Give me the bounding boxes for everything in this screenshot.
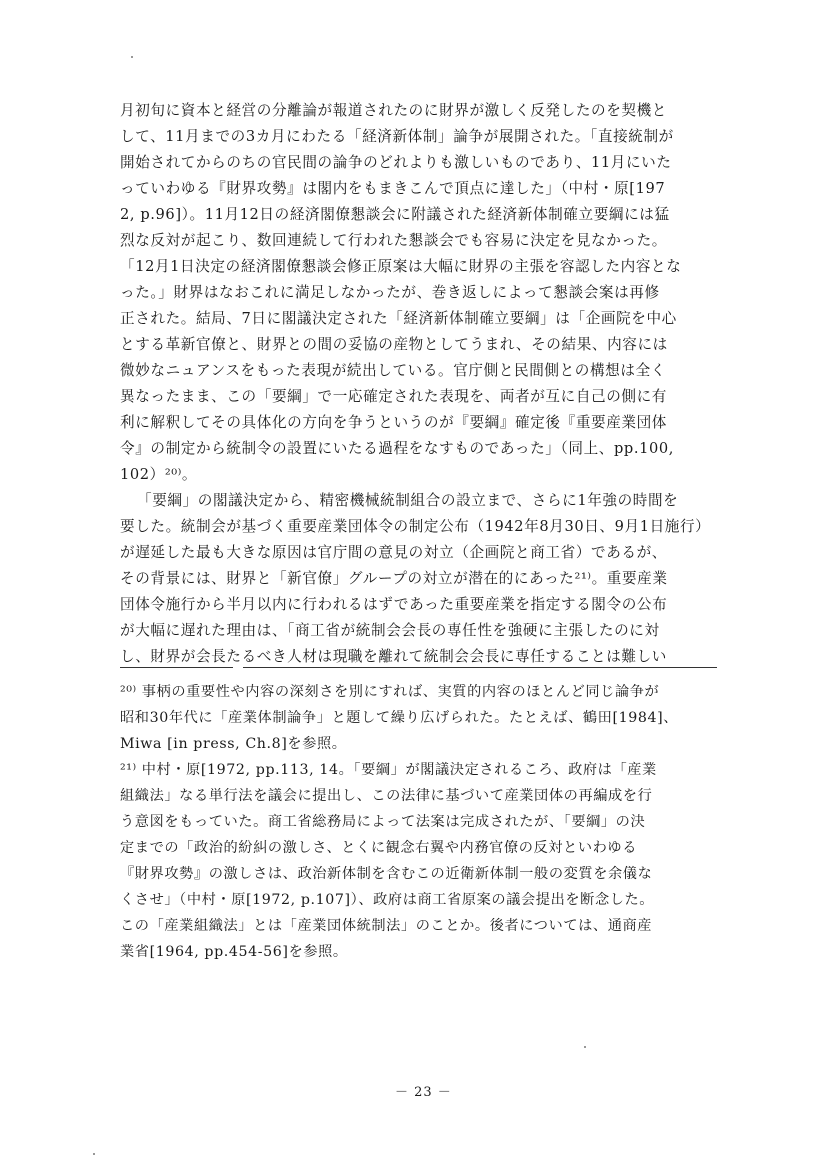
body-line: 開始されてからのちの官民間の論争のどれよりも激しいものであり、11月にいた <box>120 154 672 171</box>
body-line: 102）²⁰⁾。 <box>120 466 198 483</box>
footnote-line: この「産業組織法」とは「産業団体統制法」のことか。後者については、通商産 <box>120 918 653 934</box>
body-line: が大幅に遅れた理由は、「商工省が統制会会長の専任性を強硬に主張したのに対 <box>120 622 660 639</box>
footnote-line: ²¹⁾ 中村・原[1972, pp.113, 14。「要綱」が閣議決定されるころ、政府は「産業 <box>120 762 657 778</box>
body-line: して、11月までの3カ月にわたる「経済新体制」論争が展開された。「直接統制が <box>120 128 674 145</box>
footnote-separator <box>120 667 717 668</box>
body-line: 令』の制定から統制令の設置にいたる過程をなすものであった」（同上、pp.100, <box>120 440 674 457</box>
body-line: 月初旬に資本と経営の分離論が報道されたのに財界が激しく反発したのを契機と <box>120 102 667 119</box>
page-number: － 23 － <box>395 1085 452 1100</box>
footnote-line: 組織法」なる単行法を議会に提出し、この法律に基づいて産業団体の再編成を行 <box>120 788 653 804</box>
body-line: っていわゆる『財界攻勢』は閣内をもまきこんで頂点に達した」（中村・原[197 <box>120 180 666 197</box>
footnote-line: くさせ」（中村・原[1972, p.107]）、政府は商工省原案の議会提出を断念した。 <box>120 892 655 908</box>
scan-speck <box>584 1046 586 1048</box>
body-line: が遅延した最も大きな原因は官庁間の意見の対立（企画院と商工省）であるが、 <box>120 544 667 561</box>
footnote-line: Miwa [in press, Ch.8]を参照。 <box>120 736 347 752</box>
body-line: 烈な反対が起こり、数回連続して行われた懇談会でも容易に決定を見なかった。 <box>120 232 667 249</box>
body-line: 2, p.96]）。11月12日の経済閣僚懇談会に附議された経済新体制確立要綱には猛 <box>120 206 670 223</box>
body-line: 要した。統制会が基づく重要産業団体令の制定公布（1942年8月30日、9月1日施行） <box>120 518 711 535</box>
body-line: 正された。結局、7日に閣議決定された「経済新体制確立要綱」は「企画院を中心 <box>120 310 677 327</box>
body-line: った。」財界はなおこれに満足しなかったが、巻き返しによって懇談会案は再修 <box>120 284 660 301</box>
body-line: 利に解釈してその具体化の方向を争うというのが『要綱』確定後『重要産業団体 <box>120 414 667 431</box>
body-line: し、財界が会長たるべき人材は現職を離れて統制会会長に専任することは難しい <box>120 648 667 665</box>
scan-speck <box>131 56 133 58</box>
body-line: 「要綱」の閣議決定から、精密機械統制組合の設立まで、さらに1年強の時間を <box>137 492 679 509</box>
body-line: 微妙なニュアンスをもった表現が続出している。官庁側と民間側との構想は全く <box>120 362 666 379</box>
body-line: とする革新官僚と、財界との間の妥協の産物としてうまれ、その結果、内容には <box>120 336 668 353</box>
footnote-line: 業省[1964, pp.454-56]を参照。 <box>120 944 348 960</box>
body-line: 団体令施行から半月以内に行われるはずであった重要産業を指定する閣令の公布 <box>120 596 668 613</box>
footnote-line: 定までの「政治的紛糾の激しさ、とくに観念右翼や内務官僚の反対といわゆる <box>120 840 637 856</box>
footnote-line: 昭和30年代に「産業体制論争」と題して繰り広げられた。たとえば、鶴田[1984]、 <box>120 710 679 726</box>
scan-speck <box>93 1153 95 1155</box>
footnote-line: 『財界攻勢』の激しさは、政治新体制を含むこの近衛新体制一般の変質を余儀な <box>120 866 653 882</box>
body-line: 「12月1日決定の経済閣僚懇談会修正原案は大幅に財界の主張を容認した内容とな <box>120 258 682 275</box>
body-line: 異なったまま、この「要綱」で一応確定された表現を、両者が互に自己の側に有 <box>120 388 667 405</box>
footnote-line: う意図をもっていた。商工省総務局によって法案は完成されたが、「要綱」の決 <box>120 814 646 830</box>
body-line: その背景には、財界と「新官僚」グループの対立が潜在的にあった²¹⁾。重要産業 <box>120 570 668 587</box>
footnote-separator-gap <box>233 666 243 669</box>
footnote-line: ²⁰⁾ 事柄の重要性や内容の深刻さを別にすれば、実質的内容のほとんど同じ論争が <box>120 684 660 700</box>
